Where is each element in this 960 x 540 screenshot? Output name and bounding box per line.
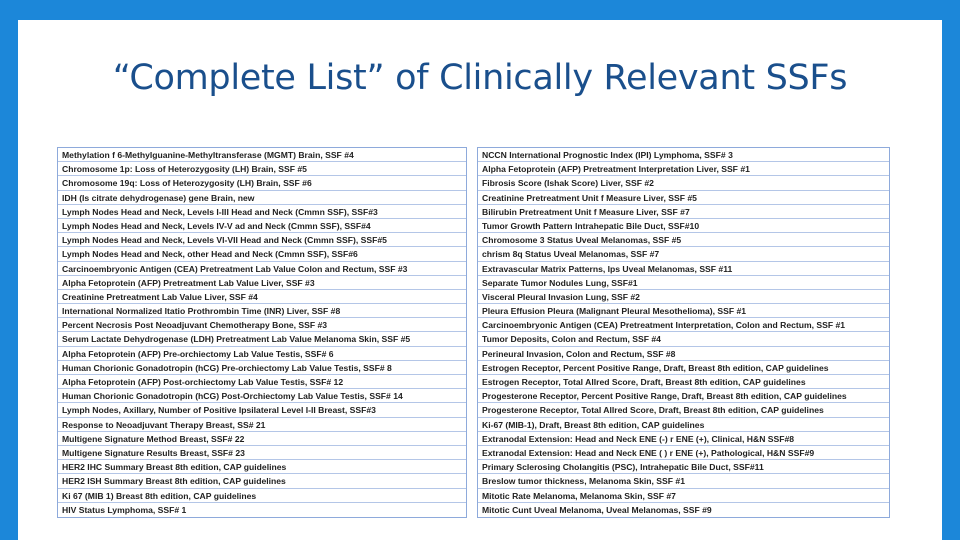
table-row: Progesterone Receptor, Total Allred Score, Draft, Breast 8th edition, CAP guidelines (478, 403, 889, 417)
table-row: chrism 8q Status Uveal Melanomas, SSF #7 (478, 247, 889, 261)
table-row: Lymph Nodes, Axillary, Number of Positive Ipsilateral Level I-II Breast, SSF#3 (58, 403, 466, 417)
table-row: Estrogen Receptor, Percent Positive Range, Draft, Breast 8th edition, CAP guidelines (478, 361, 889, 375)
table-row: Carcinoembryonic Antigen (CEA) Pretreatment Lab Value Colon and Rectum, SSF #3 (58, 262, 466, 276)
table-row: Carcinoembryonic Antigen (CEA) Pretreatment Interpretation, Colon and Rectum, SSF #1 (478, 318, 889, 332)
table-row: Perineural Invasion, Colon and Rectum, SSF #8 (478, 347, 889, 361)
table-row: Methylation f 6-Methylguanine-Methyltransferase (MGMT) Brain, SSF #4 (58, 148, 466, 162)
table-row: IDH (Is citrate dehydrogenase) gene Brain, new (58, 191, 466, 205)
table-row: Alpha Fetoprotein (AFP) Post-orchiectomy Lab Value Testis, SSF# 12 (58, 375, 466, 389)
table-row: International Normalized Itatio Prothrombin Time (INR) Liver, SSF #8 (58, 304, 466, 318)
table-row: Percent Necrosis Post Neoadjuvant Chemotherapy Bone, SSF #3 (58, 318, 466, 332)
table-row: Human Chorionic Gonadotropin (hCG) Post-Orchiectomy Lab Value Testis, SSF# 14 (58, 389, 466, 403)
table-row: Estrogen Receptor, Total Allred Score, Draft, Breast 8th edition, CAP guidelines (478, 375, 889, 389)
table-row: Breslow tumor thickness, Melanoma Skin, SSF #1 (478, 474, 889, 488)
table-row: Human Chorionic Gonadotropin (hCG) Pre-orchiectomy Lab Value Testis, SSF# 8 (58, 361, 466, 375)
table-row: Chromosome 19q: Loss of Heterozygosity (LH) Brain, SSF #6 (58, 176, 466, 190)
table-row: Mitotic Cunt Uveal Melanoma, Uveal Melanomas, SSF #9 (482, 504, 712, 515)
table-row: Chromosome 1p: Loss of Heterozygosity (LH) Brain, SSF #5 (58, 162, 466, 176)
table-row: Lymph Nodes Head and Neck, Levels I-III Head and Neck (Cmmn SSF), SSF#3 (58, 205, 466, 219)
table-row: Tumor Deposits, Colon and Rectum, SSF #4 (478, 332, 889, 346)
table-row: Separate Tumor Nodules Lung, SSF#1 (478, 276, 889, 290)
table-row: Lymph Nodes Head and Neck, other Head and Neck (Cmmn SSF), SSF#6 (58, 247, 466, 261)
table-row: HER2 IHC Summary Breast 8th edition, CAP guidelines (58, 460, 466, 474)
table-row: Pleura Effusion Pleura (Malignant Pleural Mesothelioma), SSF #1 (478, 304, 889, 318)
table-row: Extravascular Matrix Patterns, Ips Uveal Melanomas, SSF #11 (478, 262, 889, 276)
ssf-table-right (477, 147, 890, 518)
table-row: Extranodal Extension: Head and Neck ENE ( ) r ENE (+), Pathological, H&N SSF#9 (478, 446, 889, 460)
table-row: Mitotic Rate Melanoma, Melanoma Skin, SSF #7 (478, 489, 889, 503)
table-row: Ki-67 (MIB-1), Draft, Breast 8th edition, CAP guidelines (478, 418, 889, 432)
table-row: Progesterone Receptor, Percent Positive Range, Draft, Breast 8th edition, CAP guidelines (478, 389, 889, 403)
table-row: Creatinine Pretreatment Unit f Measure Liver, SSF #5 (478, 191, 889, 205)
table-row: Creatinine Pretreatment Lab Value Liver, SSF #4 (58, 290, 466, 304)
table-row: Multigene Signature Results Breast, SSF# 23 (58, 446, 466, 460)
table-row: Bilirubin Pretreatment Unit f Measure Liver, SSF #7 (478, 205, 889, 219)
ssf-table-left (57, 147, 467, 518)
table-row: Tumor Growth Pattern Intrahepatic Bile Duct, SSF#10 (478, 219, 889, 233)
table-row: Alpha Fetoprotein (AFP) Pre-orchiectomy Lab Value Testis, SSF# 6 (58, 347, 466, 361)
table-row: Lymph Nodes Head and Neck, Levels IV-V ad and Neck (Cmmn SSF), SSF#4 (58, 219, 466, 233)
table-row: HIV Status Lymphoma, SSF# 1 (62, 504, 187, 515)
table-row: Extranodal Extension: Head and Neck ENE (-) r ENE (+), Clinical, H&N SSF#8 (478, 432, 889, 446)
table-row: Multigene Signature Method Breast, SSF# 22 (58, 432, 466, 446)
table-row: Chromosome 3 Status Uveal Melanomas, SSF #5 (478, 233, 889, 247)
table-row: HER2 ISH Summary Breast 8th edition, CAP guidelines (58, 474, 466, 488)
table-row: NCCN International Prognostic Index (IPI) Lymphoma, SSF# 3 (478, 148, 889, 162)
table-row: Response to Neoadjuvant Therapy Breast, SS# 21 (58, 418, 466, 432)
table-row: Alpha Fetoprotein (AFP) Pretreatment Lab Value Liver, SSF #3 (58, 276, 466, 290)
slide-title: “Complete List” of Clinically Relevant SSFs (112, 58, 848, 98)
table-row: Serum Lactate Dehydrogenase (LDH) Pretreatment Lab Value Melanoma Skin, SSF #5 (58, 332, 466, 346)
table-row: Visceral Pleural Invasion Lung, SSF #2 (478, 290, 889, 304)
table-row: Primary Sclerosing Cholangitis (PSC), Intrahepatic Bile Duct, SSF#11 (478, 460, 889, 474)
table-row: Lymph Nodes Head and Neck, Levels VI-VII Head and Neck (Cmmn SSF), SSF#5 (58, 233, 466, 247)
table-row: Ki 67 (MIB 1) Breast 8th edition, CAP guidelines (58, 489, 466, 503)
table-row: Fibrosis Score (Ishak Score) Liver, SSF #2 (478, 176, 889, 190)
table-row: Alpha Fetoprotein (AFP) Pretreatment Interpretation Liver, SSF #1 (478, 162, 889, 176)
